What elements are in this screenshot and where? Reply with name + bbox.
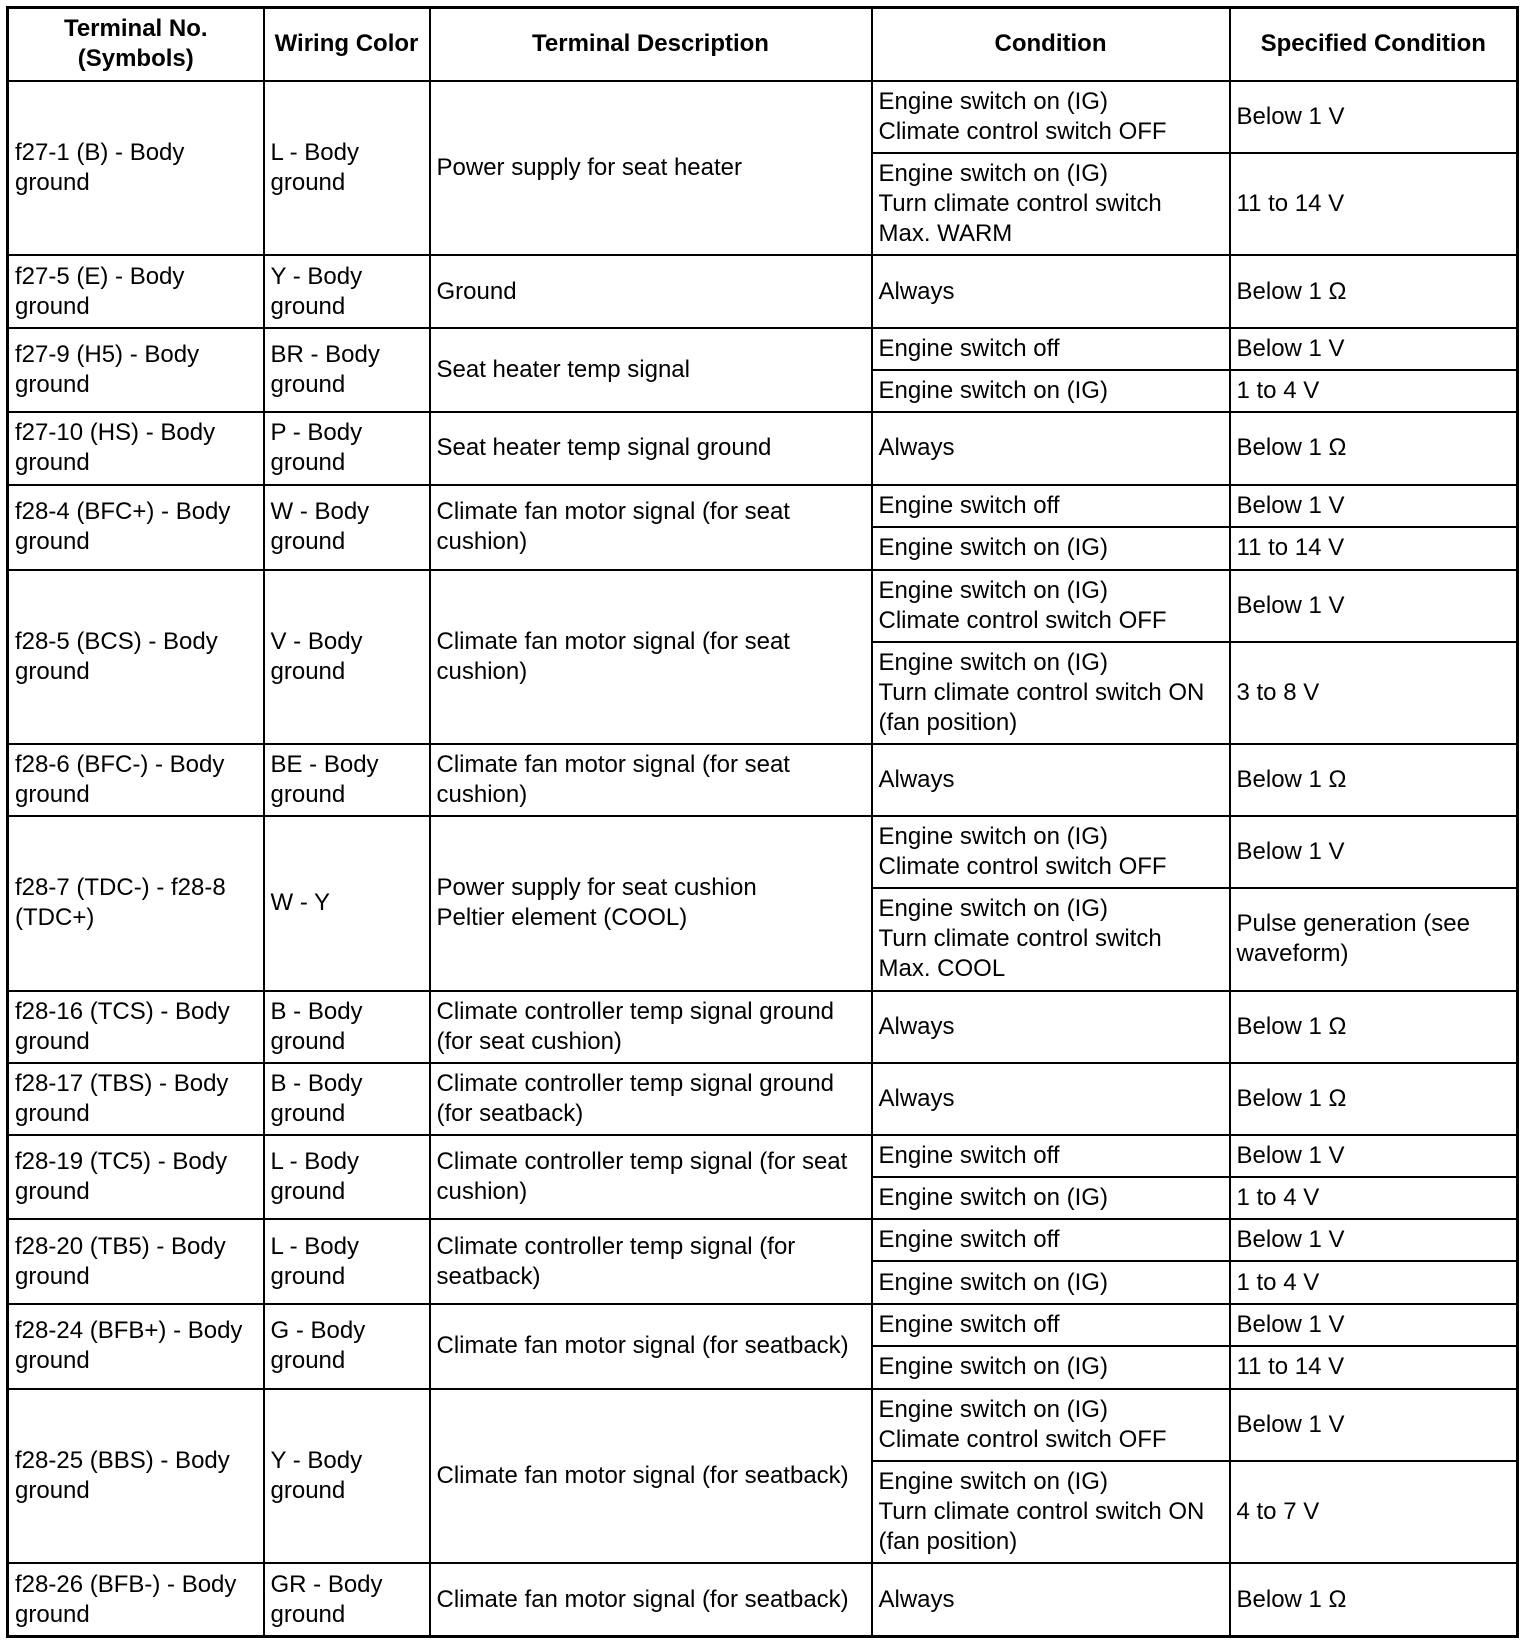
- wiring-color-cell: V - Body ground: [264, 570, 430, 745]
- condition-cell: Always: [872, 255, 1230, 328]
- wiring-color-cell: GR - Body ground: [264, 1563, 430, 1636]
- terminal-spec-table: [6, 6, 1519, 1638]
- spec-cell: Below 1 Ω: [1230, 744, 1518, 816]
- header-description: Terminal Description: [430, 8, 872, 81]
- condition-cell: Engine switch on (IG): [872, 1346, 1230, 1389]
- condition-cell: Engine switch on (IG) Turn climate control switch ON (fan position): [872, 642, 1230, 744]
- table-row: [8, 744, 1518, 816]
- terminal-cell: f28-7 (TDC-) - f28-8 (TDC+): [8, 816, 264, 991]
- header-terminal: Terminal No. (Symbols): [8, 8, 264, 81]
- spec-cell: 1 to 4 V: [1230, 370, 1518, 412]
- spec-cell: Below 1 V: [1230, 816, 1518, 888]
- wiring-color-cell: B - Body ground: [264, 1063, 430, 1135]
- table-row: [8, 255, 1518, 328]
- condition-cell: Engine switch off: [872, 1219, 1230, 1261]
- terminal-cell: f28-25 (BBS) - Body ground: [8, 1389, 264, 1564]
- description-cell: Climate fan motor signal (for seatback): [430, 1389, 872, 1564]
- description-cell: Climate fan motor signal (for seat cushion): [430, 570, 872, 745]
- header-specified-condition: Specified Condition: [1230, 8, 1518, 81]
- spec-cell: Below 1 V: [1230, 570, 1518, 642]
- table-row: [8, 1304, 1518, 1346]
- terminal-cell: f27-5 (E) - Body ground: [8, 255, 264, 328]
- condition-cell: Engine switch on (IG): [872, 370, 1230, 412]
- terminal-cell: f27-9 (H5) - Body ground: [8, 328, 264, 412]
- wiring-color-cell: B - Body ground: [264, 991, 430, 1063]
- table-body: [8, 81, 1518, 1637]
- spec-cell: Below 1 Ω: [1230, 412, 1518, 485]
- spec-cell: Below 1 Ω: [1230, 991, 1518, 1063]
- condition-cell: Engine switch on (IG) Climate control switch OFF: [872, 816, 1230, 888]
- table-row: [8, 328, 1518, 370]
- terminal-cell: f28-4 (BFC+) - Body ground: [8, 485, 264, 570]
- spec-cell: 1 to 4 V: [1230, 1177, 1518, 1220]
- condition-cell: Engine switch on (IG) Turn climate control switch Max. COOL: [872, 888, 1230, 990]
- wiring-color-cell: P - Body ground: [264, 412, 430, 485]
- table-row: [8, 485, 1518, 527]
- description-cell: Seat heater temp signal: [430, 328, 872, 412]
- header-wiring-color: Wiring Color: [264, 8, 430, 81]
- condition-cell: Engine switch on (IG): [872, 1177, 1230, 1220]
- terminal-cell: f28-6 (BFC-) - Body ground: [8, 744, 264, 816]
- terminal-cell: f28-17 (TBS) - Body ground: [8, 1063, 264, 1135]
- table-row: [8, 570, 1518, 642]
- spec-cell: Below 1 V: [1230, 485, 1518, 527]
- spec-cell: 11 to 14 V: [1230, 527, 1518, 570]
- wiring-color-cell: L - Body ground: [264, 1135, 430, 1220]
- spec-cell: 3 to 8 V: [1230, 642, 1518, 744]
- condition-cell: Engine switch off: [872, 1135, 1230, 1177]
- condition-cell: Engine switch off: [872, 1304, 1230, 1346]
- condition-cell: Engine switch off: [872, 485, 1230, 527]
- condition-cell: Always: [872, 1063, 1230, 1135]
- spec-cell: 4 to 7 V: [1230, 1461, 1518, 1563]
- terminal-cell: f28-5 (BCS) - Body ground: [8, 570, 264, 745]
- description-cell: Power supply for seat heater: [430, 81, 872, 256]
- condition-cell: Engine switch on (IG): [872, 527, 1230, 570]
- terminal-cell: f27-10 (HS) - Body ground: [8, 412, 264, 485]
- spec-cell: 11 to 14 V: [1230, 1346, 1518, 1389]
- table-row: [8, 1135, 1518, 1177]
- description-cell: Climate fan motor signal (for seat cushion): [430, 485, 872, 570]
- wiring-color-cell: L - Body ground: [264, 1219, 430, 1304]
- terminal-cell: f28-24 (BFB+) - Body ground: [8, 1304, 264, 1389]
- description-cell: Seat heater temp signal ground: [430, 412, 872, 485]
- spec-cell: Below 1 Ω: [1230, 1063, 1518, 1135]
- terminal-cell: f28-19 (TC5) - Body ground: [8, 1135, 264, 1220]
- description-cell: Climate fan motor signal (for seatback): [430, 1563, 872, 1636]
- condition-cell: Engine switch on (IG): [872, 1261, 1230, 1304]
- spec-cell: 11 to 14 V: [1230, 153, 1518, 255]
- description-cell: Climate fan motor signal (for seat cushion): [430, 744, 872, 816]
- table-row: [8, 816, 1518, 888]
- wiring-color-cell: BE - Body ground: [264, 744, 430, 816]
- table-row: [8, 1063, 1518, 1135]
- wiring-color-cell: Y - Body ground: [264, 255, 430, 328]
- spec-cell: Below 1 Ω: [1230, 1563, 1518, 1636]
- condition-cell: Engine switch on (IG) Climate control switch OFF: [872, 1389, 1230, 1461]
- condition-cell: Engine switch off: [872, 328, 1230, 370]
- table-row: [8, 991, 1518, 1063]
- wiring-color-cell: BR - Body ground: [264, 328, 430, 412]
- condition-cell: Always: [872, 991, 1230, 1063]
- wiring-color-cell: G - Body ground: [264, 1304, 430, 1389]
- condition-cell: Always: [872, 412, 1230, 485]
- description-cell: Climate controller temp signal (for seatback): [430, 1219, 872, 1304]
- spec-cell: Below 1 V: [1230, 81, 1518, 153]
- condition-cell: Engine switch on (IG) Climate control switch OFF: [872, 570, 1230, 642]
- spec-cell: Below 1 V: [1230, 328, 1518, 370]
- terminal-cell: f27-1 (B) - Body ground: [8, 81, 264, 256]
- terminal-cell: f28-20 (TB5) - Body ground: [8, 1219, 264, 1304]
- spec-cell: Below 1 Ω: [1230, 255, 1518, 328]
- description-cell: Climate controller temp signal ground (for seatback): [430, 1063, 872, 1135]
- table-row: [8, 1389, 1518, 1461]
- spec-cell: Below 1 V: [1230, 1135, 1518, 1177]
- table-row: [8, 1563, 1518, 1636]
- terminal-cell: f28-16 (TCS) - Body ground: [8, 991, 264, 1063]
- wiring-color-cell: L - Body ground: [264, 81, 430, 256]
- spec-cell: Pulse generation (see waveform): [1230, 888, 1518, 990]
- terminal-cell: f28-26 (BFB-) - Body ground: [8, 1563, 264, 1636]
- description-cell: Ground: [430, 255, 872, 328]
- table-row: [8, 1219, 1518, 1261]
- condition-cell: Always: [872, 744, 1230, 816]
- description-cell: Power supply for seat cushion Peltier element (COOL): [430, 816, 872, 991]
- wiring-color-cell: Y - Body ground: [264, 1389, 430, 1564]
- spec-cell: Below 1 V: [1230, 1304, 1518, 1346]
- condition-cell: Always: [872, 1563, 1230, 1636]
- spec-cell: 1 to 4 V: [1230, 1261, 1518, 1304]
- condition-cell: Engine switch on (IG) Climate control switch OFF: [872, 81, 1230, 153]
- wiring-color-cell: W - Y: [264, 816, 430, 991]
- wiring-color-cell: W - Body ground: [264, 485, 430, 570]
- table-row: [8, 81, 1518, 153]
- table-row: [8, 412, 1518, 485]
- description-cell: Climate fan motor signal (for seatback): [430, 1304, 872, 1389]
- description-cell: Climate controller temp signal (for seat cushion): [430, 1135, 872, 1220]
- spec-cell: Below 1 V: [1230, 1389, 1518, 1461]
- condition-cell: Engine switch on (IG) Turn climate control switch Max. WARM: [872, 153, 1230, 255]
- header-row: [8, 8, 1518, 81]
- spec-cell: Below 1 V: [1230, 1219, 1518, 1261]
- condition-cell: Engine switch on (IG) Turn climate control switch ON (fan position): [872, 1461, 1230, 1563]
- description-cell: Climate controller temp signal ground (for seat cushion): [430, 991, 872, 1063]
- header-condition: Condition: [872, 8, 1230, 81]
